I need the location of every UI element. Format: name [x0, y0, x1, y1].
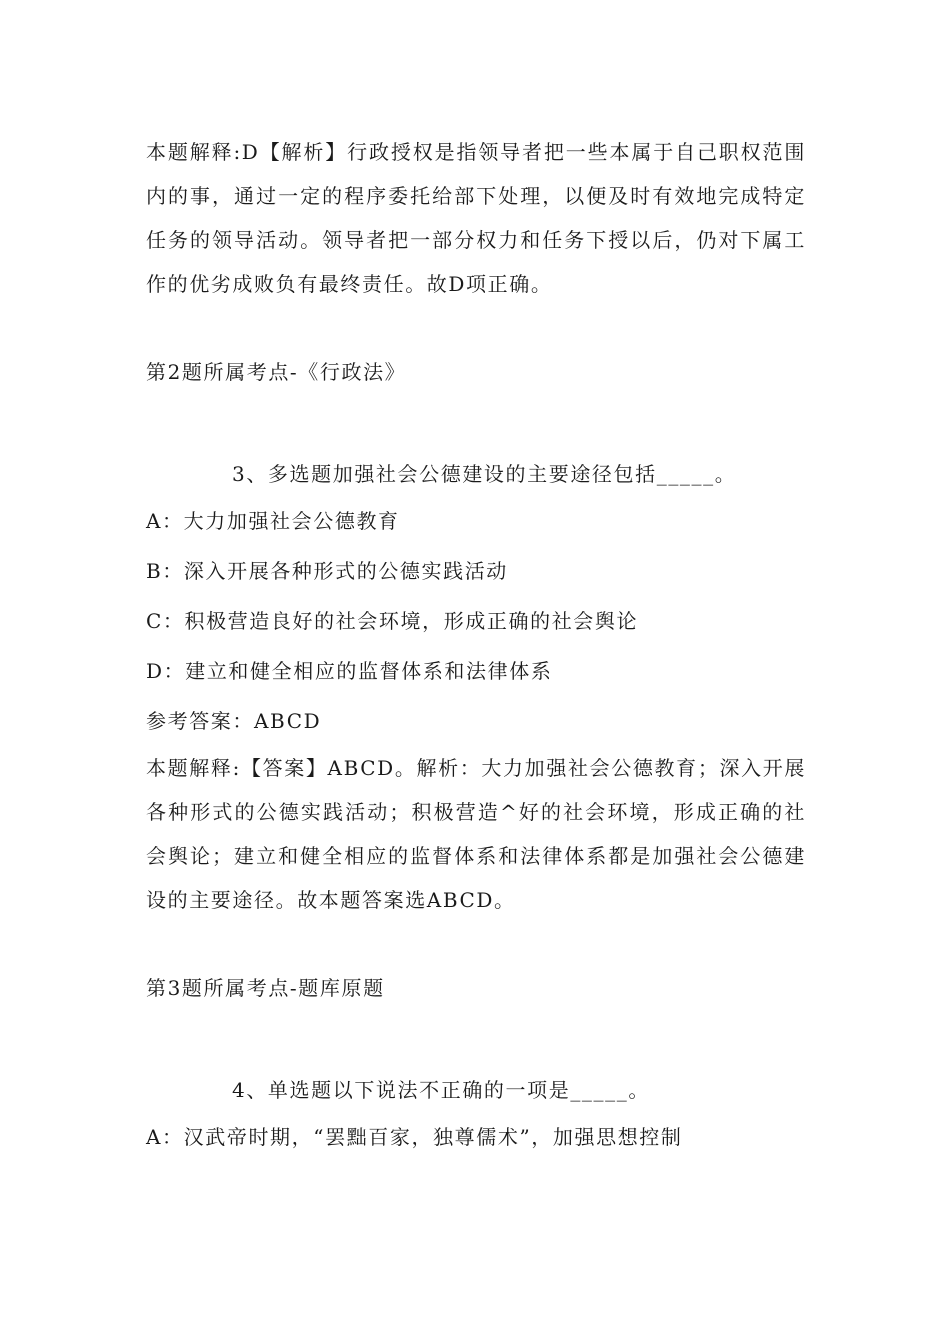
q2-section-label: 第2题所属考点-《行政法》 — [146, 360, 407, 384]
q4-option-a: A：汉武帝时期，“罢黜百家，独尊儒术”，加强思想控制 — [146, 1125, 683, 1149]
spacer — [146, 1010, 806, 1068]
spacer — [146, 922, 806, 966]
q3-question: 3、多选题加强社会公德建设的主要途径包括_____。 — [232, 462, 737, 486]
q2-explanation: 本题解释:D【解析】行政授权是指领导者把一些本属于自己职权范围内的事，通过一定的程序委托给部下处理，以便及时有效地完成特定任务的领导活动。领导者把一部分权力和任务下授以后，仍对下属工作的优劣成败负有最终责任。故D项正确。 — [146, 140, 806, 296]
q4-question: 4、单选题以下说法不正确的一项是_____。 — [232, 1078, 650, 1102]
q3-answer: 参考答案：ABCD — [146, 709, 322, 733]
spacer — [146, 306, 806, 350]
q3-option-a: A：大力加强社会公德教育 — [146, 509, 400, 533]
document-content — [146, 130, 806, 1162]
q3-option-c: C：积极营造良好的社会环境，形成正确的社会舆论 — [146, 609, 639, 633]
q3-explanation: 本题解释:【答案】ABCD。解析：大力加强社会公德教育；深入开展各种形式的公德实践活动；积极营造^好的社会环境，形成正确的社会舆论；建立和健全相应的监督体系和法律体系都是加强社会公德建设的主要途径。故本题答案选ABCD。 — [146, 756, 806, 912]
q3-option-d: D：建立和健全相应的监督体系和法律体系 — [146, 659, 553, 683]
spacer — [146, 394, 806, 452]
q3-section-label: 第3题所属考点-题库原题 — [146, 976, 385, 1000]
q3-option-b: B：深入开展各种形式的公德实践活动 — [146, 559, 508, 583]
